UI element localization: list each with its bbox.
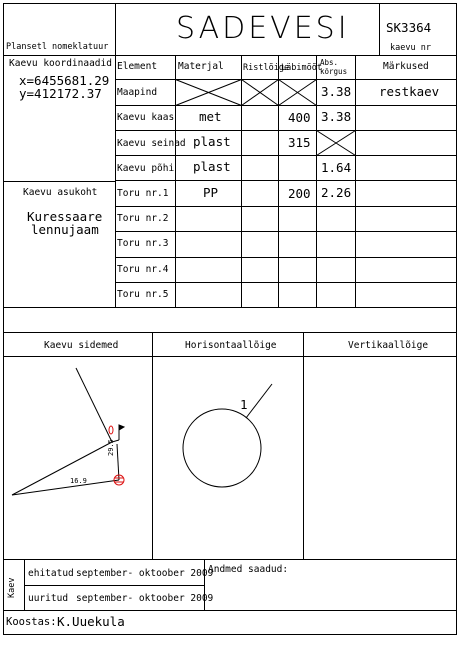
- coordinate-x: x=6455681.29: [19, 73, 110, 88]
- location-label: Kaevu asukoht: [23, 187, 98, 198]
- row-element: Toru nr.4: [117, 264, 169, 275]
- row-diameter: 200: [288, 186, 311, 201]
- row-element: Toru nr.1: [117, 188, 169, 199]
- col-header-abs-height: Abs. kõrgus: [320, 58, 348, 76]
- row-material: plast: [193, 134, 231, 149]
- horizontal-section-title: Horisontaallõige: [185, 340, 277, 351]
- author-name: K.Uuekula: [57, 614, 125, 629]
- col-header-diameter: Läbimõõt: [281, 63, 322, 73]
- row-notes: restkaev: [379, 84, 440, 99]
- row-height: 3.38: [321, 109, 352, 124]
- built-label: ehitatud: [28, 568, 74, 579]
- coordinate-y: y=412172.37: [19, 86, 102, 101]
- row-element: Toru nr.5: [117, 289, 169, 300]
- row-element: Kaevu kaas: [117, 112, 175, 123]
- row-element: Maapind: [117, 87, 158, 98]
- col-header-material: Materjal: [178, 61, 224, 72]
- pipe-number-label: 1: [240, 397, 248, 412]
- dimension-29-5: 29.5: [107, 439, 115, 456]
- surveyed-value: september- oktoober 2009: [76, 593, 214, 604]
- row-material: met: [199, 109, 222, 124]
- well-cross-section-circle: [183, 409, 261, 487]
- coordinates-label: Kaevu koordinaadid: [9, 58, 112, 69]
- tie-line-16-9: [12, 477, 119, 495]
- row-height: 3.38: [321, 84, 352, 99]
- row-diameter: 315: [288, 135, 311, 150]
- author-label: Koostas:: [6, 616, 57, 628]
- tie-line-west: [12, 442, 112, 495]
- row-element: Toru nr.3: [117, 238, 169, 249]
- dimension-16-9: 16.9: [70, 477, 87, 485]
- tie-line-north: [76, 368, 112, 442]
- data-source-label: Andmed saadud:: [208, 564, 289, 575]
- built-value: september- oktoober 2009: [76, 568, 214, 579]
- page-title: SADEVESI: [176, 11, 350, 46]
- col-header-cross-section: Ristlõige: [243, 63, 290, 73]
- row-element: Kaevu seinad: [117, 138, 186, 149]
- well-id: SK3364: [386, 20, 432, 35]
- footer-side-label: Kaev: [7, 577, 17, 598]
- vertical-section-title: Vertikaallõige: [348, 340, 429, 351]
- location-line2: lennujaam: [31, 222, 99, 237]
- row-material: PP: [203, 185, 219, 200]
- plan-nomenclature-label: Plansetl nomeklatuur: [6, 42, 109, 52]
- pipe-line: [246, 384, 272, 418]
- well-id-label: kaevu nr: [390, 43, 431, 53]
- ties-section-title: Kaevu sidemed: [44, 340, 119, 351]
- row-material: plast: [193, 159, 231, 174]
- row-element: Kaevu põhi: [117, 163, 175, 174]
- col-header-element: Element: [117, 61, 158, 72]
- col-header-notes: Märkused: [383, 61, 429, 72]
- row-height: 2.26: [321, 185, 352, 200]
- location-line1: Kuressaare: [27, 209, 103, 224]
- row-element: Toru nr.2: [117, 213, 169, 224]
- row-diameter: 400: [288, 110, 311, 125]
- surveyed-label: uuritud: [28, 593, 69, 604]
- row-height: 1.64: [321, 160, 352, 175]
